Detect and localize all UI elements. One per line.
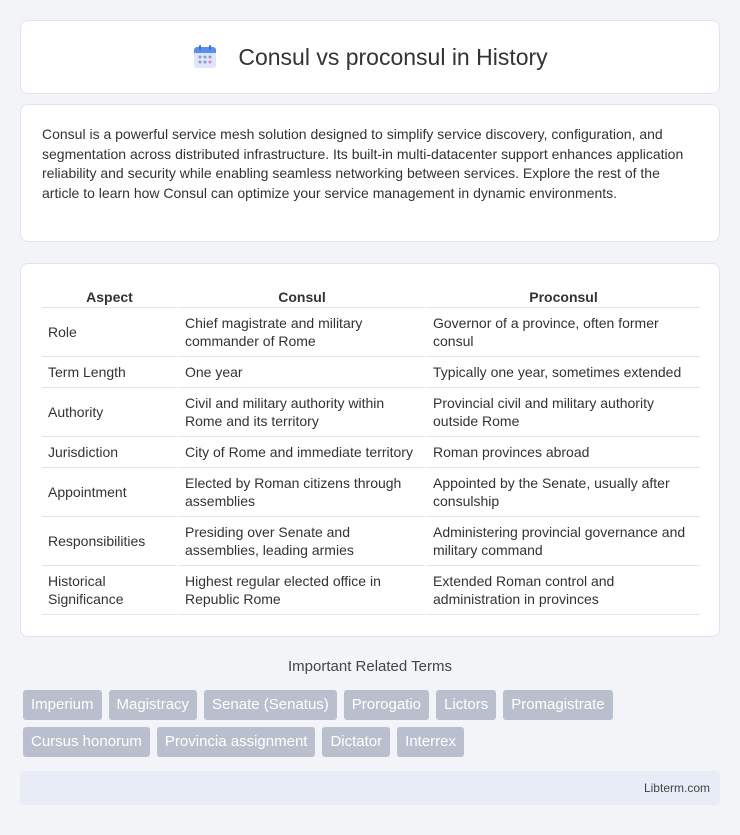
table-row	[42, 357, 700, 388]
table-cell: Highest regular elected office in Republic Rome	[179, 566, 425, 615]
tag-imperium[interactable]: Imperium	[23, 690, 102, 720]
tag-row	[23, 690, 723, 720]
intro-card	[20, 104, 720, 242]
table-cell: Provincial civil and military authority outside Rome	[427, 388, 700, 437]
table-cell: Historical Significance	[42, 566, 177, 615]
footer	[20, 771, 720, 805]
related-terms-title: Important Related Terms	[288, 658, 452, 675]
table-cell: Civil and military authority within Rome and its territory	[179, 388, 425, 437]
intro-text: Consul is a powerful service mesh solution designed to simplify service discovery, configuration, and segmentation across distributed infrastructure. Its built-in multi-datacenter support enhances application reliability and security while enabling seamless networking between services. Explore the rest of the article to learn how Consul can optimize your service management in dynamic environments.	[42, 126, 684, 201]
header-proconsul: Proconsul	[427, 284, 700, 308]
tag-interrex[interactable]: Interrex	[397, 727, 464, 757]
calendar-icon	[192, 44, 218, 70]
tag-lictors[interactable]: Lictors	[436, 690, 496, 720]
tag-promagistrate[interactable]: Promagistrate	[503, 690, 612, 720]
table-cell: Presiding over Senate and assemblies, leading armies	[179, 517, 425, 566]
table-row	[42, 308, 700, 357]
tag-cursus-honorum[interactable]: Cursus honorum	[23, 727, 150, 757]
table-row	[42, 517, 700, 566]
header-aspect: Aspect	[42, 284, 177, 308]
footer-site-link[interactable]: Libterm.com	[643, 781, 710, 795]
table-cell: Extended Roman control and administration in provinces	[427, 566, 700, 615]
table-row	[42, 566, 700, 615]
table-row	[42, 437, 700, 468]
table-row	[42, 388, 700, 437]
table-cell: Responsibilities	[42, 517, 177, 566]
table-cell: Chief magistrate and military commander of Rome	[179, 308, 425, 357]
tag-magistracy[interactable]: Magistracy	[109, 690, 198, 720]
table-cell: One year	[179, 357, 425, 388]
table-cell: Jurisdiction	[42, 437, 177, 468]
comparison-table	[40, 284, 702, 615]
table-cell: Administering provincial governance and military command	[427, 517, 700, 566]
table-row	[42, 468, 700, 517]
title-card	[20, 20, 720, 94]
table-cell: Role	[42, 308, 177, 357]
table-cell: Roman provinces abroad	[427, 437, 700, 468]
table-cell: Appointed by the Senate, usually after consulship	[427, 468, 700, 517]
table-header-row	[42, 284, 700, 308]
table-cell: Typically one year, sometimes extended	[427, 357, 700, 388]
table-cell: Authority	[42, 388, 177, 437]
tag-senate[interactable]: Senate (Senatus)	[204, 690, 337, 720]
related-terms-tags	[23, 690, 723, 764]
page-title: Consul vs proconsul in History	[238, 43, 548, 70]
header-consul: Consul	[179, 284, 425, 308]
comparison-table-card	[20, 263, 720, 637]
table-cell: Term Length	[42, 357, 177, 388]
table-cell: Elected by Roman citizens through assemblies	[179, 468, 425, 517]
tag-dictator[interactable]: Dictator	[322, 727, 390, 757]
table-cell: Governor of a province, often former consul	[427, 308, 700, 357]
tag-provincia-assignment[interactable]: Provincia assignment	[157, 727, 316, 757]
tag-row	[23, 727, 723, 757]
table-cell: Appointment	[42, 468, 177, 517]
table-cell: City of Rome and immediate territory	[179, 437, 425, 468]
tag-prorogatio[interactable]: Prorogatio	[344, 690, 429, 720]
